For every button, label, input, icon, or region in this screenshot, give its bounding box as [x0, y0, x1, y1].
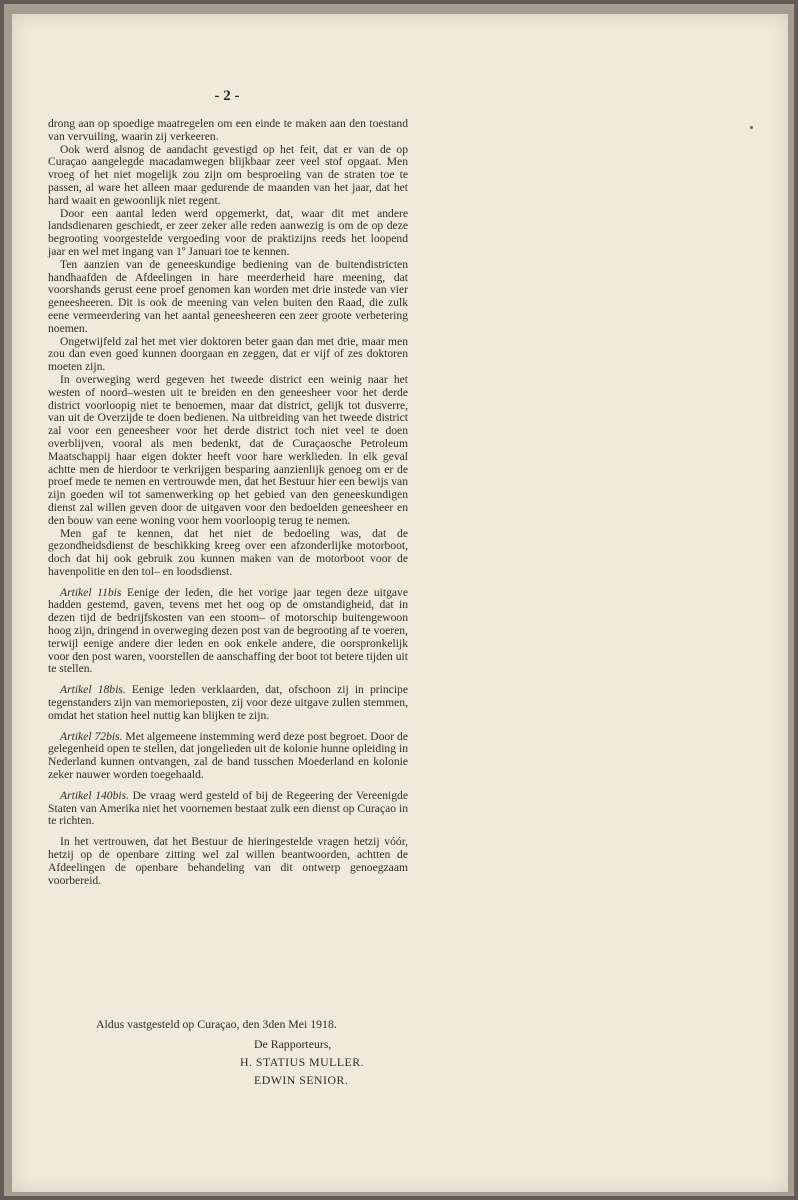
paragraph-3: Door een aantal leden werd opgemerkt, dat, waar dit met andere landsdienaren geschiedt, er zeer zeker alle reden aanwezig is om de op deze begrooting voorgestelde vergoeding voor de praktizijns reeds het loopend jaar en wel met ingang van 1º Januari toe te kennen. — [48, 206, 408, 258]
paragraph-artikel-11bis — [48, 587, 408, 677]
artikel-heading: Artikel 11bis — [60, 585, 122, 599]
paragraph-text: Met algemeene instemming werd deze post begroet. Door de gelegenheid open te stellen, dat jongelieden uit de kolonie hunne opleiding in Nederland kunnen ontvangen, zal de band tusschen Moederland en kolonie zeker nauwer worden toegehaald. — [48, 729, 408, 782]
paragraph-4: Ten aanzien van de geneeskundige bediening van de buitendistricten handhaafden de Afdeelingen in hare meerderheid hare meening, dat voorshands gerust eene proef genomen kan worden met drie instede van vier geneesheeren. Dit is ook de meening van velen buiten den Raad, die zulk eene vermeerdering van het aantal geneesheeren een zeer groote verbetering noemen. — [48, 257, 408, 335]
paragraph-artikel-72bis — [48, 731, 408, 782]
paragraph-text: Eenige der leden, die het vorige jaar tegen deze uitgave hadden gestemd, gaven, tevens met het oog op de omstandigheid, dat in dezen tijd de bedrijfskosten van een stoom– of motorschip buitengewoon hoog zijn, dringend in overweging dezen post van de begrooting af te voeren, terwijl eenige andere dier leden en ook enkele andere, die oorspronkelijk voor den post waren, voorstellen de aanschaffing der boot tot betere tijden uit te stellen. — [48, 585, 408, 676]
paragraph-artikel-140bis — [48, 790, 408, 828]
date-line: Aldus vastgesteld op Curaçao, den 3den Mei 1918. — [96, 1017, 337, 1031]
paragraph-text: De vraag werd gesteld of bij de Regeering der Vereenigde Staten van Amerika niet het voornemen bestaat zulk een dienst op Curaçao in te richten. — [48, 788, 408, 828]
artikel-heading: Artikel 140bis. — [60, 788, 130, 802]
artikel-heading: Artikel 72bis. — [60, 729, 123, 743]
paragraph-1: drong aan op spoedige maatregelen om een einde te maken aan den toestand van vervuiling, waarin zij verkeeren. — [48, 117, 408, 143]
signature-name-2: EDWIN SENIOR. — [254, 1073, 349, 1087]
body-text — [48, 118, 408, 887]
paragraph-7: Men gaf te kennen, dat het niet de bedoeling was, dat de gezondheidsdienst de beschikking kreeg over een afzonderlijke motorboot, doch dat hij ook gebruik zou kunnen maken van de motorboot voor de havenpolitie en den tol– en loodsdienst. — [48, 526, 408, 578]
signature-heading: De Rapporteurs, — [254, 1037, 332, 1051]
paragraph-closing: In het vertrouwen, dat het Bestuur de hieringestelde vragen hetzij vóór, hetzij op de openbare zitting wel zal willen beantwoorden, achtten de Afdeelingen de openbare behandeling van dit ontwerp genoegzaam voorbereid. — [48, 835, 408, 887]
paper-speck — [750, 126, 753, 129]
paragraph-2: Ook werd alsnog de aandacht gevestigd op het feit, dat er van de op Curaçao aangelegde macadamwegen blijkbaar zeer veel stof opgaat. Men vroeg of het niet mogelijk zou zijn om besproeiing van de straten toe te passen, al ware het alleen maar gedurende de maanden van het jaar, dat het hard waait en gewoonlijk niet regent. — [48, 142, 408, 207]
artikel-heading: Artikel 18bis. — [60, 683, 126, 697]
paragraph-text: Eenige leden verklaarden, dat, ofschoon zij in principe tegenstanders zijn van memorieposten, zij voor deze uitgave zullen stemmen, omdat het station heel nuttig kan blijken te zijn. — [48, 683, 408, 722]
paragraph-6: In overweging werd gegeven het tweede district een weinig naar het westen of noord–westen uit te breiden en den geneesheer voor het derde district voorloopig niet te benoemen, maar dat district, gelijk tot dusverre, van uit de Overzijde te doen bedienen. Na uitbreiding van het tweede district zal voor een geneesheer voor het derde district toch niet veel te doen overblijven, vooral als men bedenkt, dat de Curaçaosche Petroleum Maatschappij haar eigen dokter heeft voor hare werklieden. In elk geval achtte men de hierdoor te verkrijgen besparing aanzienlijk genoeg om er de proef mede te nemen en vertrouwde men, dat het Bestuur hier een bewijs van zijn goeden wil tot samenwerking op het gebied van den geneeskundigen dienst zal willen geven door de uitgaven voor den bedoelden geneesheer en den bouw van eene woning voor hem voorloopig terug te nemen. — [48, 372, 408, 527]
signature-name-1: H. STATIUS MULLER. — [240, 1055, 365, 1069]
paragraph-5: Ongetwijfeld zal het met vier doktoren beter gaan dan met drie, maar men zou dan even goed kunnen doorgaan en zeggen, dat er vijf of zes doktoren moeten zijn. — [48, 334, 408, 374]
page-number: - 2 - — [214, 88, 240, 104]
paragraph-artikel-18bis — [48, 684, 408, 722]
